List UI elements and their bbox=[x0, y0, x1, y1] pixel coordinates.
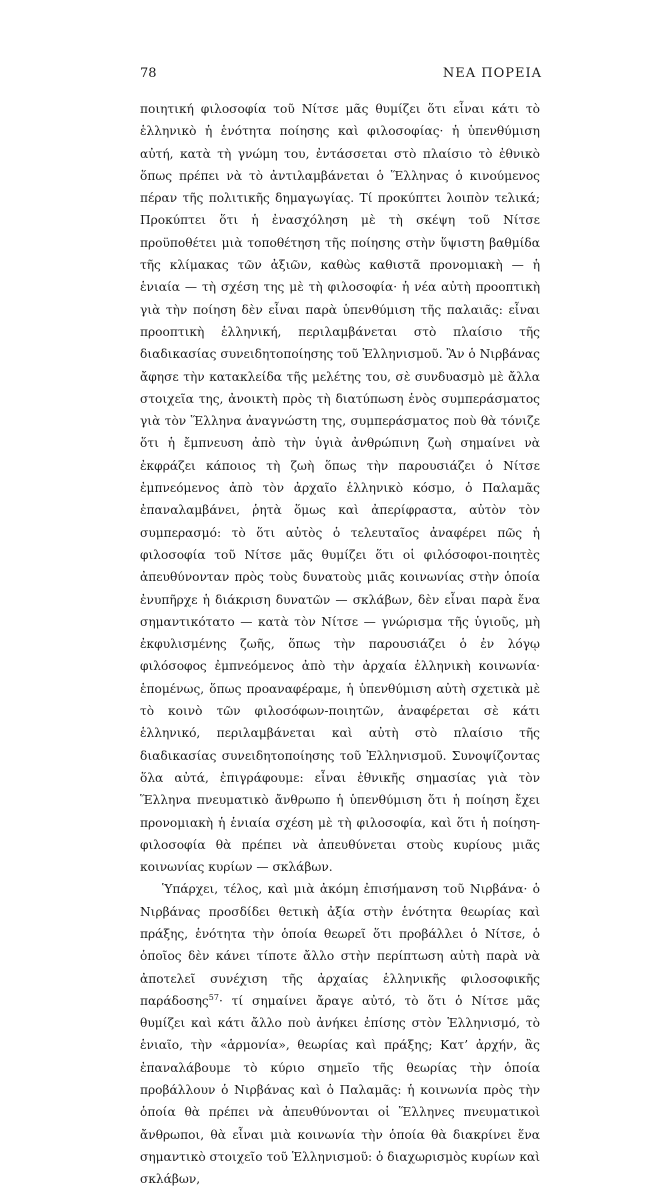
footnote-reference[interactable]: 57 bbox=[208, 992, 219, 1002]
paragraph-2-text-start: Ὑπάρχει, τέλος, καὶ μιὰ ἀκόμη ἐπισήμανση τοῦ Νιρβάνα· ὁ Νιρβάνας προσδίδει θετικὴ ἀξία στὴν ἑνότητα θεωρίας καὶ πράξης, ἑνότητα τὴν ὁποία θεωρεῖ ὅτι προβάλλει ὁ Νίτσε, ὁ ὁποῖος δὲν κάνει τίποτε ἄλλο στὴν περίπτωση αὐτὴ παρὰ νὰ ἀποτελεῖ συνέχιση τῆς ἀρχαίας ἑλληνικῆς φιλοσοφικῆς παράδοσης bbox=[140, 882, 540, 1008]
running-head: ΝΕΑ ΠΟΡΕΙΑ bbox=[442, 66, 542, 81]
paragraph-2 bbox=[140, 878, 540, 1190]
page-number: 78 bbox=[140, 66, 157, 81]
paragraph-1: ποιητική φιλοσοφία τοῦ Νίτσε μᾶς θυμίζει ὅτι εἶναι κάτι τὸ ἑλληνικὸ ἡ ἑνότητα ποίησης καὶ φιλοσοφίας· ἡ ὑπενθύμιση αὐτή, κατὰ τὴ γνώμη του, ἐντάσσεται στὸ πλαίσιο τὸ ἐθνικὸ ὅπως πρέπει νὰ τὸ ἀντιλαμβάνεται ὁ Ἕλληνας ὁ κινούμενος πέραν τῆς πολιτικῆς δημαγωγίας. Τί προκύπτει λοιπὸν τελικά; Προκύπτει ὅτι ἡ ἐνασχόληση μὲ τὴ σκέψη τοῦ Νίτσε προϋποθέτει μιὰ τοποθέτηση τῆς ποίησης στὴν ὕψιστη βαθμίδα τῆς κλίμακας τῶν ἀξιῶν, καθὼς καθιστᾶ προνομιακὴ — ἡ ἑνιαία — τὴ σχέση της μὲ τὴ φιλοσοφία· ἡ νέα αὐτὴ προοπτικὴ γιὰ τὴν ποίηση δὲν εἶναι παρὰ ὑπενθύμιση τῆς παλαιᾶς: εἶναι προοπτικὴ ἑλληνική, περιλαμβάνεται στὸ πλαίσιο τῆς διαδικασίας συνειδητοποίησης τοῦ Ἑλληνισμοῦ. Ἂν ὁ Νιρβάνας ἄφησε τὴν κατακλείδα τῆς μελέτης του, σὲ συνδυασμὸ μὲ ἄλλα στοιχεῖα της, ἀνοικτὴ πρὸς τὴ διατύπωση ἑνὸς συμπεράσματος γιὰ τὸν Ἕλληνα ἀναγνώστη της, συμπεράσματος ποὺ θὰ τόνιζε ὅτι ἡ ἔμπνευση ἀπὸ τὴν ὑγιὰ ἀνθρώπινη ζωὴ σημαίνει νὰ ἐκφράζει κάποιος τὴ ζωὴ ὅπως τὴν παρουσιάζει ὁ Νίτσε ἐμπνεόμενος ἀπὸ τὸν ἀρχαῖο ἑλληνικὸ κόσμο, ὁ Παλαμᾶς ἐπαναλαμβάνει, ῥητὰ ὅμως καὶ ἀπερίφραστα, αὐτὸν τὸν συμπερασμό: τὸ ὅτι αὐτὸς ὁ τελευταῖος ἀναφέρει πῶς ἡ φιλοσοφία τοῦ Νίτσε μᾶς θυμίζει ὅτι οἱ φιλόσοφοι-ποιητὲς ἀπευθύνονταν πρὸς τοὺς δυνατοὺς μιᾶς κοινωνίας στὴν ὁποία ἐνυπῆρχε ἡ διάκριση δυνατῶν — σκλάβων, δὲν εἶναι παρὰ ἕνα σημαντικότατο — κατὰ τὸν Νίτσε — γνώρισμα τῆς ὑγιοῦς, μὴ ἐκφυλισμένης ζωῆς, ὅπως τὴν παρουσιάζει ὁ ἐν λόγῳ φιλόσοφος ἐμπνεόμενος ἀπὸ τὴν ἀρχαία ἑλληνικὴ κοινωνία· ἑπομένως, ὅπως προαναφέραμε, ἡ ὑπενθύμιση αὐτὴ σχετικὰ μὲ τὸ κοινὸ τῶν φιλοσόφων-ποιητῶν, ἀναφέρεται σὲ κάτι ἑλληνικό, περιλαμβάνεται καὶ αὐτὴ στὸ πλαίσιο τῆς διαδικασίας συνειδητοποίησης τοῦ Ἑλληνισμοῦ. Συνοψίζοντας ὅλα αὐτά, ἐπιγράφουμε: εἶναι ἐθνικῆς σημασίας γιὰ τὸν Ἕλληνα πνευματικὸ ἄνθρωπο ἡ ὑπενθύμιση ὅτι ἡ ποίηση ἔχει προνομιακὴ ἡ ἑνιαία σχέση μὲ τὴ φιλοσοφία, καὶ ὅτι ἡ ποίηση-φιλοσοφία θὰ πρέπει νὰ ἀπευθύνεται στοὺς κυρίους μιᾶς κοινωνίας κυρίων — σκλάβων. bbox=[140, 102, 540, 875]
body-text bbox=[140, 98, 540, 1191]
page-header bbox=[140, 66, 542, 86]
paragraph-2-text-end: · τί σημαίνει ἄραγε αὐτό, τὸ ὅτι ὁ Νίτσε μᾶς θυμίζει καὶ κάτι ἄλλο ποὺ ἀνήκει ἐπίσης στὸν Ἑλληνισμό, τὸ ἑνιαῖο, τὴν «ἁρμονία», θεωρίας καὶ πράξης; Κατ’ ἀρχήν, ἂς ἐπαναλάβουμε τὸ κύριο σημεῖο τῆς θεωρίας τὴν ὁποία προβάλλουν ὁ Νιρβάνας καὶ ὁ Παλαμᾶς: ἡ κοινωνία πρὸς τὴν ὁποία θὰ πρέπει νὰ ἀπευθύνονται οἱ Ἕλληνες πνευματικοὶ ἄνθρωποι, θὰ εἶναι μιὰ κοινωνία τὴν ὁποία θὰ διακρίνει ἕνα σημαντικὸ στοιχεῖο τοῦ Ἑλληνισμοῦ: ὁ διαχωρισμὸς κυρίων καὶ σκλάβων, bbox=[140, 993, 540, 1187]
